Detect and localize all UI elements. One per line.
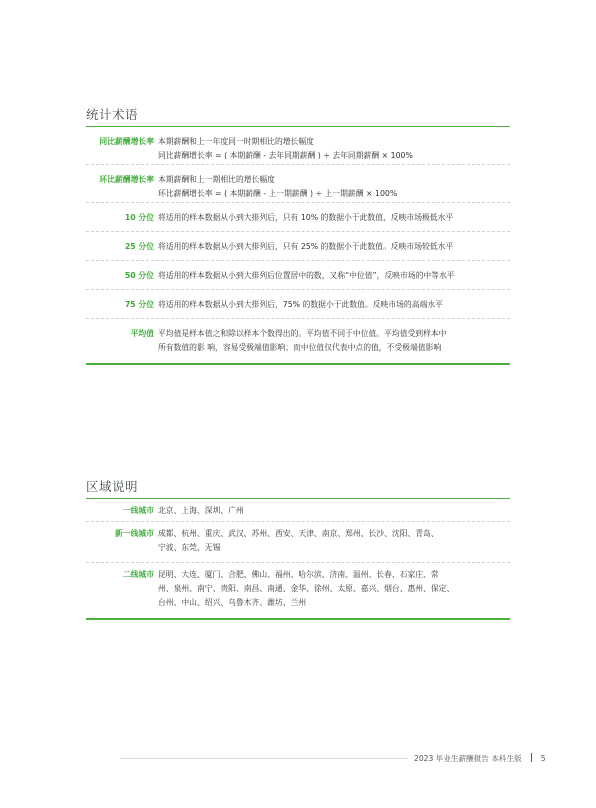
footer-divider — [120, 758, 408, 759]
report-title: 2023 毕业生薪酬报告 本科生版 — [414, 754, 522, 763]
definition-line: 将适用的样本数据从小到大排列后位置居中的数，又称“中位值”，反映市场的中等水平 — [158, 271, 455, 281]
region-row — [86, 499, 510, 522]
glossary-row — [86, 290, 510, 319]
glossary-term: 10 分位 — [124, 213, 154, 223]
definition-line: 将适用的样本数据从小到大排列后，75% 的数据小于此数值。反映市场的高端水平 — [158, 300, 443, 310]
glossary-row — [86, 319, 510, 363]
formula-line: 环比薪酬增长率 = ( 本期薪酬 - 上一期薪酬 ) ÷ 上一期薪酬 × 100% — [158, 189, 398, 199]
page-footer — [120, 752, 544, 766]
glossary-row — [86, 127, 510, 165]
footer-text — [414, 752, 546, 766]
regions-bottom-rule — [86, 618, 510, 619]
cities-line: 北京、上海、深圳、广州 — [158, 506, 244, 516]
glossary-term: 25 分位 — [124, 242, 154, 252]
glossary-row — [86, 165, 510, 203]
glossary-definition — [156, 298, 510, 318]
glossary-bottom-rule — [86, 363, 510, 364]
region-tier: 新一线城市 — [115, 529, 154, 539]
definition-line: 将适用的样本数据从小到大排列后，只有 10% 的数据小于此数值，反映市场极低水平 — [158, 213, 454, 223]
definition-line: 本期薪酬和上一期相比的增长幅度 — [158, 175, 275, 185]
region-cities — [156, 527, 510, 562]
glossary-term: 50 分位 — [124, 271, 154, 281]
glossary-term: 75 分位 — [124, 300, 154, 310]
glossary-row — [86, 232, 510, 261]
region-row — [86, 522, 510, 563]
page-number: 5 — [540, 754, 546, 763]
glossary-definition — [156, 327, 510, 363]
cities-line: 州、泉州、南宁、贵阳、南昌、南通、金华、徐州、太原、嘉兴、烟台、惠州、保定、 — [158, 584, 455, 594]
cities-line: 台州、中山、绍兴、乌鲁木齐、潍坊、兰州 — [158, 598, 307, 608]
definition-line: 平均值是样本值之和除以样本个数得出的。平均值不同于中位值。平均值受到样本中 — [158, 329, 447, 339]
glossary-term: 同比薪酬增长率 — [99, 137, 154, 147]
region-tier: 二线城市 — [122, 570, 154, 580]
glossary-row — [86, 261, 510, 290]
glossary-section — [86, 104, 510, 365]
cities-line: 昆明、大连、厦门、合肥、佛山、福州、哈尔滨、济南、温州、长春、石家庄、常 — [158, 570, 439, 580]
glossary-term: 环比薪酬增长率 — [99, 175, 154, 185]
regions-section — [86, 476, 510, 620]
glossary-title: 统计术语 — [86, 107, 139, 122]
cities-line: 宁波、东莞、无锡 — [158, 543, 221, 553]
glossary-definition — [156, 173, 510, 202]
glossary-definition — [156, 269, 510, 289]
definition-line: 将适用的样本数据从小到大排列后，只有 25% 的数据小于此数值。反映市场较低水平 — [158, 242, 454, 252]
region-cities — [156, 568, 510, 618]
glossary-definition — [156, 240, 510, 260]
footer-separator — [531, 753, 532, 762]
region-row — [86, 563, 510, 618]
glossary-definition — [156, 135, 510, 164]
glossary-definition — [156, 211, 510, 231]
cities-line: 成都、杭州、重庆、武汉、苏州、西安、天津、南京、郑州、长沙、沈阳、青岛、 — [158, 529, 439, 539]
glossary-row — [86, 203, 510, 232]
glossary-term: 平均值 — [130, 329, 154, 339]
region-cities — [156, 504, 510, 521]
definition-line: 本期薪酬和上一年度同一时期相比的增长幅度 — [158, 137, 314, 147]
definition-line: 所有数值的影 响，容易受极端值影响；而中位值仅代表中点的值，不受极端值影响 — [158, 343, 442, 353]
region-tier: 一线城市 — [122, 506, 154, 516]
formula-line: 同比薪酬增长率 = ( 本期薪酬 - 去年同期薪酬 ) ÷ 去年同期薪酬 × 100% — [158, 151, 413, 161]
regions-title: 区域说明 — [86, 479, 139, 494]
